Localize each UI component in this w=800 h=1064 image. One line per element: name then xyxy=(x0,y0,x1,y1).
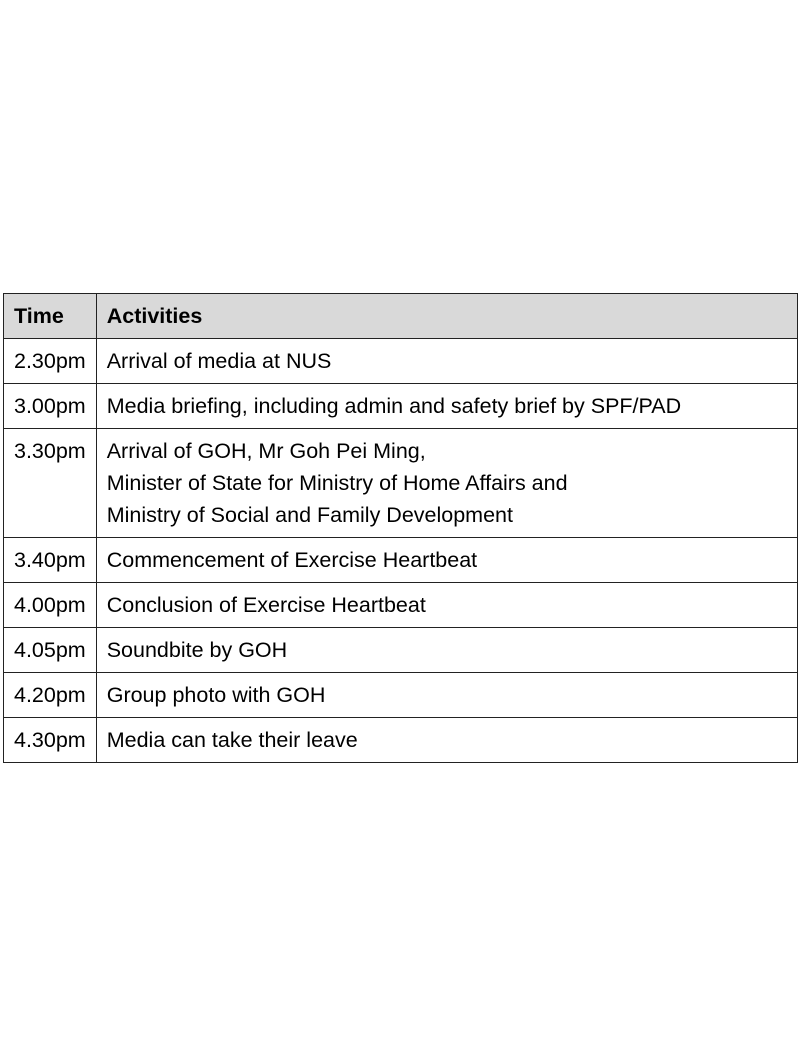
activity-cell xyxy=(96,429,797,538)
time-cell: 4.05pm xyxy=(4,628,97,673)
table-row xyxy=(4,538,798,583)
activity-line: Arrival of media at NUS xyxy=(106,349,332,373)
activity-line: Conclusion of Exercise Heartbeat xyxy=(106,593,426,617)
activity-cell xyxy=(96,583,797,628)
table-row xyxy=(4,583,798,628)
activity-line: Minister of State for Ministry of Home Affairs and xyxy=(106,471,568,495)
header-activities: Activities xyxy=(96,294,797,339)
time-cell: 2.30pm xyxy=(4,339,97,384)
activity-line: Media can take their leave xyxy=(106,728,358,752)
header-row xyxy=(4,294,798,339)
time-cell: 4.00pm xyxy=(4,583,97,628)
table-row xyxy=(4,673,798,718)
activity-line: Commencement of Exercise Heartbeat xyxy=(106,548,478,572)
activity-line: Media briefing, including admin and safety brief by SPF/PAD xyxy=(106,394,682,418)
table-row xyxy=(4,718,798,763)
time-cell: 4.30pm xyxy=(4,718,97,763)
header-time: Time xyxy=(4,294,97,339)
schedule-table xyxy=(3,293,798,763)
time-cell: 4.20pm xyxy=(4,673,97,718)
time-cell: 3.40pm xyxy=(4,538,97,583)
activity-cell xyxy=(96,718,797,763)
activity-line: Arrival of GOH, Mr Goh Pei Ming, xyxy=(106,439,426,463)
time-cell: 3.30pm xyxy=(4,429,97,538)
activity-line: Group photo with GOH xyxy=(106,683,326,707)
activity-line: Ministry of Social and Family Development xyxy=(106,503,513,527)
activity-cell xyxy=(96,339,797,384)
time-cell: 3.00pm xyxy=(4,384,97,429)
activity-line: Soundbite by GOH xyxy=(106,638,288,662)
table-row xyxy=(4,384,798,429)
activity-cell xyxy=(96,673,797,718)
activity-cell xyxy=(96,538,797,583)
table-row xyxy=(4,339,798,384)
table-row xyxy=(4,429,798,538)
activity-cell xyxy=(96,384,797,429)
activity-cell xyxy=(96,628,797,673)
table-row xyxy=(4,628,798,673)
